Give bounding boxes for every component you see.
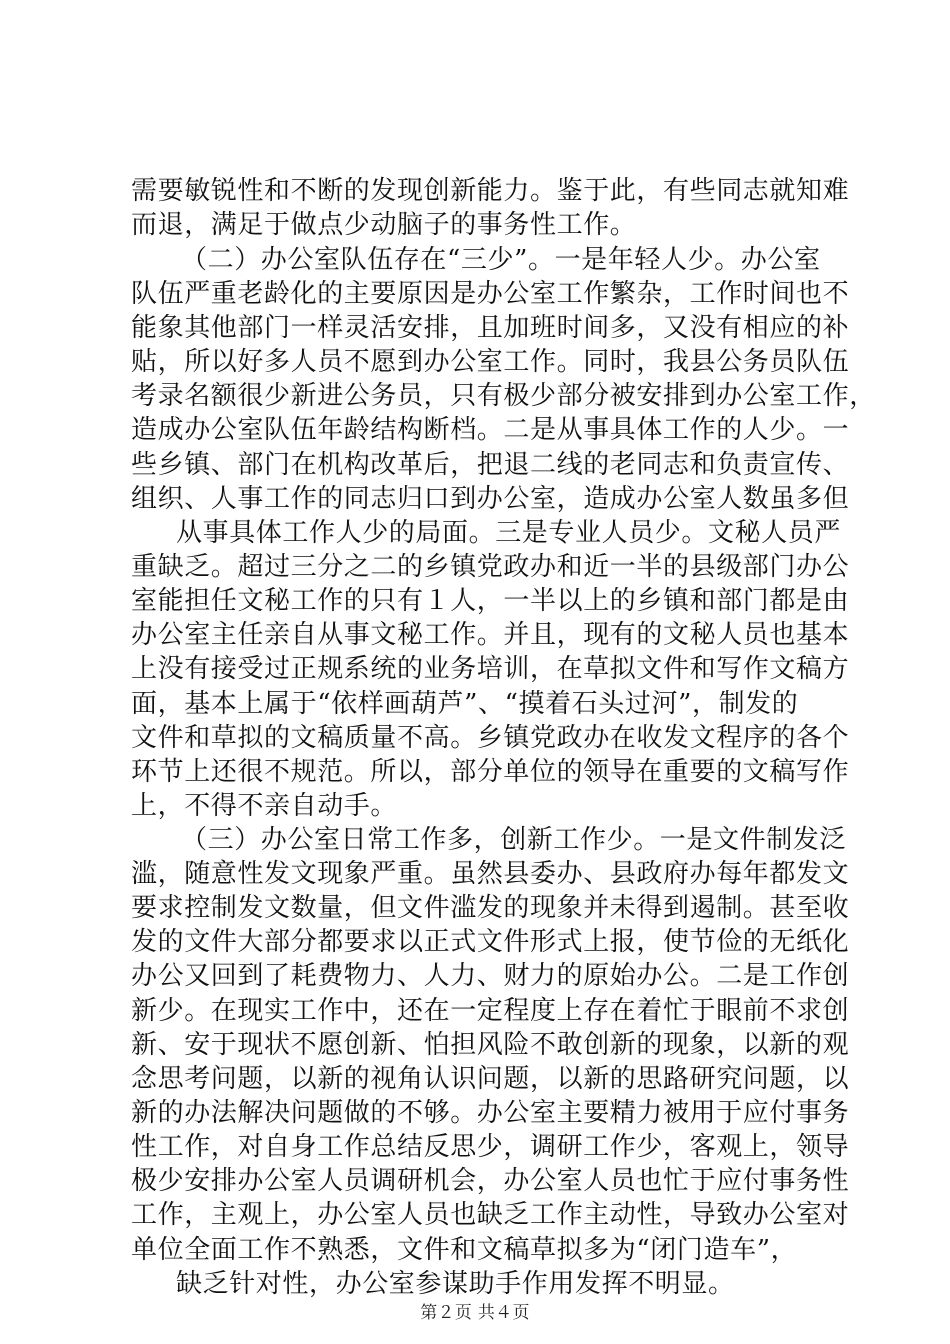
text-line: 面，基本上属于“依样画葫芦”、“摸着石头过河”，制发的 [131,689,799,719]
paragraph-heading-2: （二）办公室队伍存在“三少”。一是年轻人少。办公室 [181,245,821,275]
page-number-footer: 第２页 共４页 [420,1303,530,1323]
text-line: 性工作，对自身工作总结反思少，调研工作少，客观上，领导 [131,1132,850,1162]
text-line: 念思考问题，以新的视角认识问题，以新的思路研究问题，以 [131,1064,850,1094]
text-line: 工作，主观上，办公室人员也缺乏工作主动性，导致办公室对 [131,1200,850,1230]
paragraph-heading-3: （三）办公室日常工作多，创新工作少。一是文件制发泛 [181,825,847,855]
text-line: 上，不得不亲自动手。 [131,791,398,821]
text-line: 新、安于现状不愿创新、怕担风险不敢创新的现象，以新的观 [131,1030,850,1060]
text-line: 从事具体工作人少的局面。三是专业人员少。文秘人员严 [176,518,842,548]
text-line: 贴，所以好多人员不愿到办公室工作。同时，我县公务员队伍 [131,347,850,377]
text-line: 室能担任文秘工作的只有１人，一半以上的乡镇和部门都是由 [131,586,850,616]
text-line: 新少。在现实工作中，还在一定程度上存在着忙于眼前不求创 [131,996,850,1026]
text-line: 组织、人事工作的同志归口到办公室，造成办公室人数虽多但 [131,484,850,514]
text-line: 文件和草拟的文稿质量不高。乡镇党政办在收发文程序的各个 [131,723,850,753]
text-line: 重缺乏。超过三分之二的乡镇党政办和近一半的县级部门办公 [131,552,850,582]
text-line: 新的办法解决问题做的不够。办公室主要精力被用于应付事务 [131,1098,850,1128]
text-line: 队伍严重老龄化的主要原因是办公室工作繁杂，工作时间也不 [131,279,850,309]
text-line: 造成办公室队伍年龄结构断档。二是从事具体工作的人少。一 [131,415,850,445]
text-line: 极少安排办公室人员调研机会，办公室人员也忙于应付事务性 [131,1166,850,1196]
text-line: 上没有接受过正规系统的业务培训，在草拟文件和写作文稿方 [131,654,850,684]
text-line: 办公又回到了耗费物力、人力、财力的原始办公。二是工作创 [131,961,850,991]
text-line: 单位全面工作不熟悉，文件和文稿草拟多为“闭门造车”， [131,1235,798,1265]
text-line: 办公室主任亲自从事文秘工作。并且，现有的文秘人员也基本 [131,620,850,650]
text-line: 能象其他部门一样灵活安排，且加班时间多，又没有相应的补 [131,313,850,343]
text-line: 缺乏针对性，办公室参谋助手作用发挥不明显。 [176,1269,735,1299]
text-line: 考录名额很少新进公务员，只有极少部分被安排到办公室工作， [131,381,876,411]
text-line: 些乡镇、部门在机构改革后，把退二线的老同志和负责宣传、 [131,450,850,480]
text-line: 滥，随意性发文现象严重。虽然县委办、县政府办每年都发文 [131,859,850,889]
text-line: 而退，满足于做点少动脑子的事务性工作。 [131,210,637,240]
text-line: 需要敏锐性和不断的发现创新能力。鉴于此，有些同志就知难 [131,176,850,206]
text-line: 要求控制发文数量，但文件滥发的现象并未得到遏制。甚至收 [131,893,850,923]
text-line: 发的文件大部分都要求以正式文件形式上报，使节俭的无纸化 [131,927,850,957]
text-line: 环节上还很不规范。所以，部分单位的领导在重要的文稿写作 [131,757,850,787]
